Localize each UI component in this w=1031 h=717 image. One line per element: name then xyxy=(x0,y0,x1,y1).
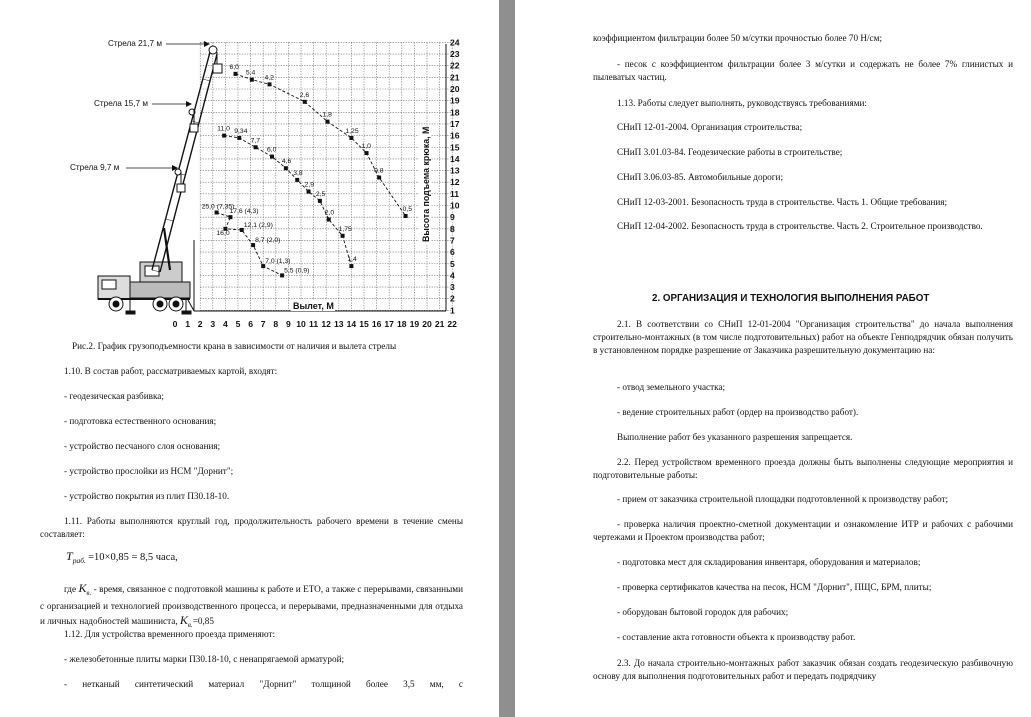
capacity-curves xyxy=(217,74,406,276)
list-item: - проверка сертификатов качества на песок, НСМ "Дорнит", ПЩС, БРМ, плиты; xyxy=(617,582,932,592)
capacity-point-boom-21-7 xyxy=(303,100,307,104)
boom-label-15-7: Стрела 15,7 м xyxy=(94,99,148,108)
y-tick-label: 3 xyxy=(450,282,455,293)
list-item-sand: - песок с коэффициентом фильтрации более 3 м/сутки и содержать не более 7% глинистых и пылеватых частиц. xyxy=(593,59,1013,82)
x-tick-label: 22 xyxy=(447,319,457,329)
paragraph-1-11: 1.11. Работы выполняются круглый год, продолжительность рабочего времени в течение смены составляет: xyxy=(40,516,463,539)
capacity-value-label: 1,75 xyxy=(338,225,352,233)
y-tick-label: 18 xyxy=(450,107,460,118)
list-item: - геодезическая разбивка; xyxy=(64,391,164,401)
capacity-value-label: 12,1 (2,9) xyxy=(243,221,273,229)
capacity-value-label: 2,5 xyxy=(315,190,326,198)
capacity-point-boom-15-7 xyxy=(318,199,322,203)
list-item: - оборудован бытовой городок для рабочих; xyxy=(617,607,789,617)
x-tick-label: 4 xyxy=(223,319,228,329)
crane-load-chart xyxy=(0,0,499,345)
capacity-point-boom-15-7 xyxy=(222,134,226,138)
capacity-value-label: 2,9 xyxy=(304,181,315,189)
x-tick-label: 3 xyxy=(210,319,216,329)
list-item: - ведение строительных работ (ордер на производство работ). xyxy=(617,407,859,417)
capacity-value-label: 7,7 xyxy=(250,137,261,145)
y-tick-label: 22 xyxy=(450,60,460,71)
paragraph-1-12: 1.12. Для устройства временного проезда применяют: xyxy=(64,629,276,639)
capacity-value-label: 11,0 xyxy=(217,125,230,133)
y-tick-label: 17 xyxy=(450,118,460,129)
capacity-point-boom-15-7 xyxy=(284,166,288,170)
chart-grid xyxy=(200,42,452,310)
snip-reference: СНиП 3.06.03-85. Автомобильные дороги; xyxy=(617,172,784,182)
paragraph-2-3: 2.3. До начала строительно-монтажных работ заказчик обязан создать геодезическую разбивочную основу для выполнения подготовительных работ и передать подрядчику xyxy=(593,658,1013,681)
where-symbol: К xyxy=(78,581,87,595)
list-item: - устройство покрытия из плит П30.18-10. xyxy=(64,491,230,501)
y-tick-label: 24 xyxy=(450,37,460,48)
x-tick-label: 19 xyxy=(409,319,420,329)
snip-reference: СНиП 3.01.03-84. Геодезические работы в строительстве; xyxy=(617,147,843,157)
formula-subscript: раб. xyxy=(72,555,86,565)
capacity-value-label: 1,0 xyxy=(361,143,371,151)
chart-axes xyxy=(194,44,446,311)
right-page xyxy=(515,0,1031,717)
x-tick-label: 6 xyxy=(248,319,253,329)
x-tick-label: 12 xyxy=(321,319,331,329)
y-tick-label: 9 xyxy=(450,212,455,223)
capacity-value-label: 1,4 xyxy=(347,256,357,264)
x-tick-label: 5 xyxy=(235,319,241,329)
boom-label-21-7: Стрела 21,7 м xyxy=(108,39,162,48)
list-item-docs: - проверка наличия проектно-сметной документации и ознакомление ИТР и рабочих с рабочими чертежами и Проектом производства работ; xyxy=(593,519,1013,542)
y-tick-label: 8 xyxy=(450,223,455,234)
x-tick-label: 13 xyxy=(334,319,344,329)
capacity-value-label: 5,4 xyxy=(245,69,256,77)
y-tick-label: 15 xyxy=(450,142,460,153)
capacity-point-boom-15-7 xyxy=(349,264,353,268)
y-tick-label: 7 xyxy=(450,235,455,246)
list-item: - подготовка мест для складирования инвентаря, оборудования и материалов; xyxy=(617,557,921,567)
capacity-point-boom-15-7 xyxy=(254,145,258,149)
capacity-point-boom-9-7 xyxy=(215,210,219,214)
x-tick-label: 11 xyxy=(309,319,319,329)
capacity-value-label: 2,0 xyxy=(324,209,335,217)
y-tick-label: 2 xyxy=(450,293,455,304)
capacity-point-boom-15-7 xyxy=(237,136,241,140)
x-tick-label: 14 xyxy=(346,319,357,329)
y-tick-label: 10 xyxy=(450,200,460,211)
capacity-point-boom-21-7 xyxy=(377,176,381,180)
list-item: - отвод земельного участка; xyxy=(617,382,726,392)
capacity-value-label: 1,25 xyxy=(345,127,359,135)
capacity-value-label: 5,5 (0,9) xyxy=(284,267,310,275)
x-tick-label: 9 xyxy=(286,319,291,329)
y-axis-label: Высота подъема крюка, М xyxy=(421,126,431,242)
continuation-line: коэффициентом фильтрации более 50 м/сутки прочностью более 70 Н/см; xyxy=(593,33,883,43)
formula-symbol: T xyxy=(66,549,73,563)
list-item: - прием от заказчика строительной площадки подготовленной к производству работ; xyxy=(617,494,949,504)
capacity-point-boom-21-7 xyxy=(233,72,237,76)
x-axis-label: Вылет, М xyxy=(293,301,334,311)
x-tick-label: 18 xyxy=(397,319,407,329)
y-tick-label: 16 xyxy=(450,130,460,141)
figure-caption: Рис.2. График грузоподъемности крана в зависимости от наличия и вылета стрелы xyxy=(72,341,397,351)
list-item: - составление акта готовности объекта к производству работ. xyxy=(617,632,856,642)
list-item: - устройство прослойки из НСМ "Дорнит"; xyxy=(64,466,234,476)
x-tick-label: 0 xyxy=(172,319,178,329)
snip-reference: СНиП 12-01-2004. Организация строительства; xyxy=(617,122,803,132)
capacity-value-label: 16,0 xyxy=(216,229,230,237)
y-tick-label: 11 xyxy=(450,188,460,199)
paragraph-where xyxy=(40,582,463,632)
capacity-value-label: 2,6 xyxy=(299,91,310,99)
capacity-point-boom-15-7 xyxy=(341,234,345,238)
y-tick-label: 13 xyxy=(450,165,460,176)
capacity-value-label: 7,0 (1,3) xyxy=(265,258,291,266)
y-tick-label: 19 xyxy=(450,95,460,106)
x-tick-label: 2 xyxy=(197,319,203,329)
y-tick-label: 1 xyxy=(450,305,455,316)
boom-label-9-7: Стрела 9,7 м xyxy=(70,163,120,172)
page-gutter xyxy=(499,0,515,717)
capacity-value-label: 6,0 xyxy=(267,146,277,154)
x-tick-label: 21 xyxy=(434,319,445,329)
left-page xyxy=(0,0,499,717)
warning-text: Выполнение работ без указанного разрешения запрещается. xyxy=(617,432,853,442)
x-tick-label: 16 xyxy=(371,319,382,329)
capacity-point-boom-15-7 xyxy=(307,190,311,194)
section-heading: 2. ОРГАНИЗАЦИЯ И ТЕХНОЛОГИЯ ВЫПОЛНЕНИЯ РАБОТ xyxy=(652,293,930,304)
capacity-value-label: 8,7 (2,0) xyxy=(255,237,281,245)
capacity-value-label: 25,0 (7,35) xyxy=(201,203,235,211)
capacity-value-label: 0,8 xyxy=(374,167,384,175)
capacity-point-boom-15-7 xyxy=(295,178,299,182)
capacity-value-label: 3,8 xyxy=(293,169,303,177)
capacity-point-boom-21-7 xyxy=(325,120,329,124)
x-tick-label: 10 xyxy=(296,319,306,329)
paragraph-1-13: 1.13. Работы следует выполнять, руководствуясь требованиями: xyxy=(617,98,867,108)
where-subscript: в. xyxy=(86,588,92,597)
crane-truck-drawing xyxy=(98,41,222,314)
where-subscript-2: в. xyxy=(187,620,193,629)
list-item: - подготовка естественного основания; xyxy=(64,416,217,426)
list-item: - устройство песчаного слоя основания; xyxy=(64,441,221,451)
x-tick-label: 17 xyxy=(384,319,394,329)
y-tick-label: 5 xyxy=(450,258,455,269)
x-axis-ticks xyxy=(173,319,458,329)
y-tick-label: 12 xyxy=(450,177,460,188)
capacity-value-label: 9,34 xyxy=(234,127,248,135)
y-tick-label: 23 xyxy=(450,49,460,60)
snip-reference: СНиП 12-03-2001. Безопасность труда в строительстве. Часть 1. Общие требования; xyxy=(617,197,948,207)
capacity-point-boom-21-7 xyxy=(365,151,369,155)
capacity-value-label: 4,2 xyxy=(264,74,274,82)
x-tick-label: 8 xyxy=(273,319,279,329)
x-tick-label: 15 xyxy=(359,319,369,329)
where-symbol-2: К xyxy=(179,612,188,627)
where-description: - время, связанное с подготовкой машины к работе и ЕТО, а также с перерывами, связанными с организацией и технологией производственного процесса, и перерывами, предназначенными для отдыха и личных надобностей машиниста, xyxy=(40,584,463,626)
capacity-point-boom-21-7 xyxy=(268,82,272,86)
x-tick-label: 7 xyxy=(260,319,266,329)
where-value: =0,85 xyxy=(192,615,214,626)
paragraph-2-2: 2.2. Перед устройством временного проезда должны быть выполнены следующие мероприятия и подготовительные работы: xyxy=(593,457,1013,480)
snip-reference-last: СНиП 12-04-2002. Безопасность труда в строительстве. Часть 2. Строительное производство. xyxy=(617,221,983,231)
capacity-point-boom-15-7 xyxy=(327,217,331,221)
y-axis-ticks xyxy=(450,37,460,315)
formula xyxy=(66,551,178,566)
capacity-curve xyxy=(224,136,351,267)
capacity-value-label: 1,8 xyxy=(322,111,332,119)
y-tick-label: 14 xyxy=(450,153,460,164)
capacity-point-boom-21-7 xyxy=(404,214,408,218)
where-prefix: где xyxy=(64,584,77,594)
y-tick-label: 6 xyxy=(450,247,455,258)
capacity-value-label: 4,6 xyxy=(281,158,292,166)
capacity-value-label: 6,0 xyxy=(229,63,239,71)
y-tick-label: 21 xyxy=(450,72,460,83)
y-tick-label: 20 xyxy=(450,84,460,94)
x-tick-label: 1 xyxy=(185,319,190,329)
y-tick-label: 4 xyxy=(450,270,455,281)
capacity-point-boom-21-7 xyxy=(349,136,353,140)
capacity-point-boom-21-7 xyxy=(250,78,254,82)
list-item-dornit: - нетканый синтетический материал "Дорнит" толщиной более 3,5 мм, с xyxy=(64,679,463,689)
formula-expression: =10×0,85 = 8,5 часа, xyxy=(88,552,178,563)
x-tick-label: 20 xyxy=(422,319,432,329)
capacity-value-label: 17,6 (4,3) xyxy=(229,208,259,216)
paragraph-1-10: 1.10. В состав работ, рассматриваемых картой, входят: xyxy=(64,366,278,376)
capacity-value-label: 0,5 xyxy=(402,205,413,213)
capacity-point-boom-9-7 xyxy=(228,215,232,219)
list-item: - железобетонные плиты марки П30.18-10, с ненапрягаемой арматурой; xyxy=(64,654,345,664)
paragraph-2-1: 2.1. В соответствии со СНиП 12-01-2004 "Организация строительства" до начала выполнения строительно-монтажных (в том числе подготовительных) работ на объекте Генподрядчик обязан получить в установленном порядке разрешение от Заказчика разрешительную документацию на: xyxy=(593,319,1013,355)
capacity-point-boom-15-7 xyxy=(270,155,274,159)
